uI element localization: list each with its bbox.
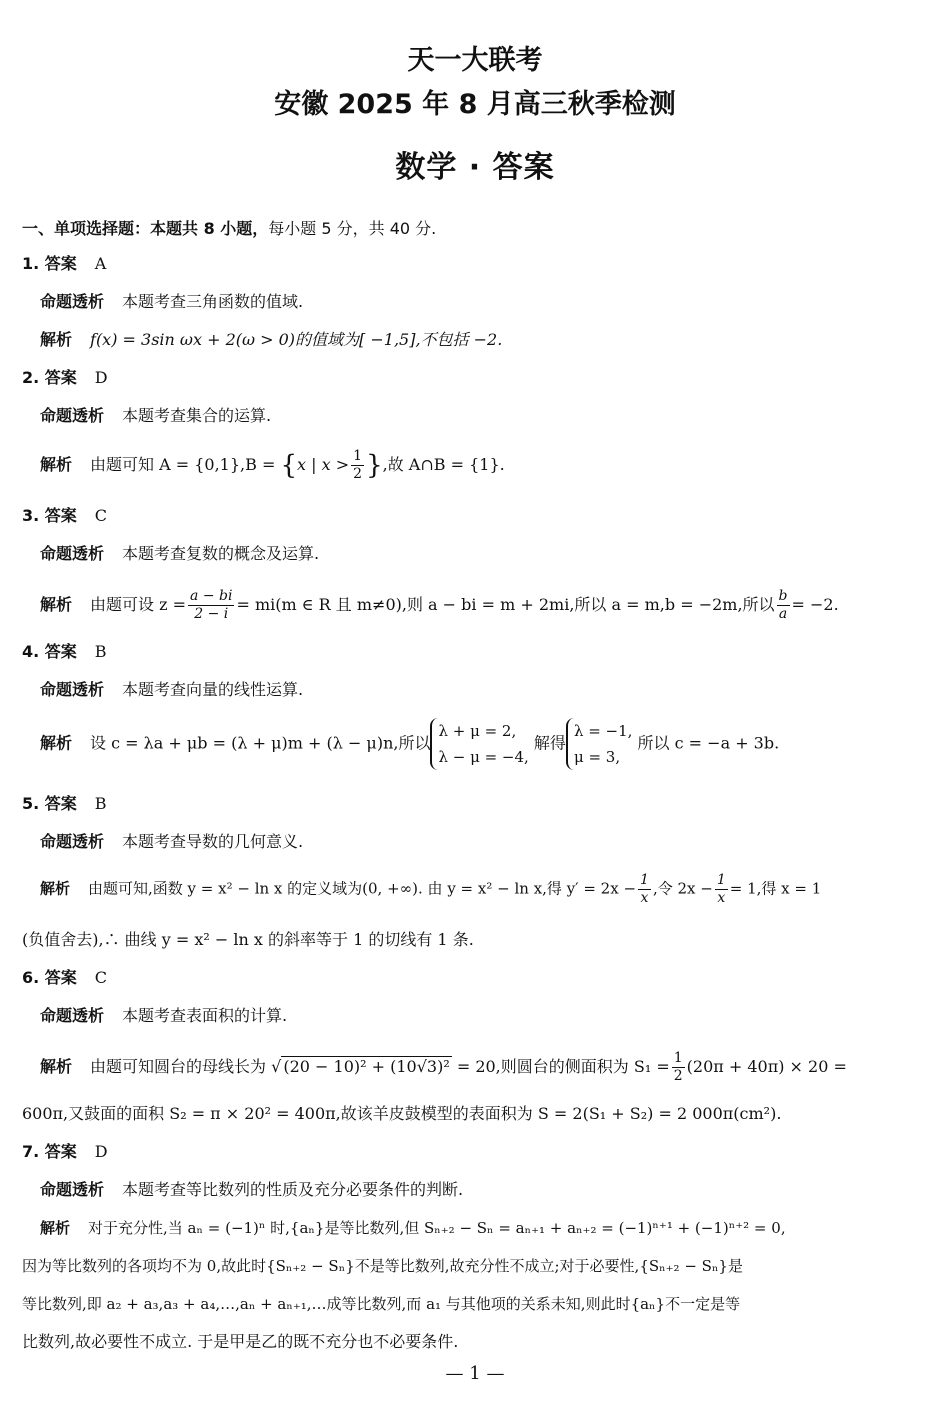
solution-line-5-cont: (负值舍去),∴ 曲线 y = x² − ln x 的斜率等于 1 的切线有 1 条.	[22, 930, 474, 949]
equation-system-1: λ + μ = 2, λ − μ = −4,	[430, 718, 528, 770]
solution-line-6-cont: 600π,又鼓面的面积 S₂ = π × 20² = 400π,故该羊皮鼓模型的表面积为 S = 2(S₁ + S₂) = 2 000π(cm²).	[22, 1104, 782, 1123]
fraction-z: $\frac{a - bi}{2 - i}$	[190, 588, 233, 622]
solution-line-4: 解析 设 c = λa + μb = (λ + μ)m + (λ − μ)n,所以 λ + μ = 2, λ − μ = −4, 解得 λ = −1, μ = 3, 所以 c = −a + 3b.	[40, 718, 779, 770]
insight-line-5: 命题透析 本题考查导数的几何意义.	[40, 832, 304, 851]
insight-line-7: 命题透析 本题考查等比数列的性质及充分必要条件的判断.	[40, 1180, 464, 1199]
answer-line-3: 3. 答案 C	[22, 506, 108, 525]
answer-line-7: 7. 答案 D	[22, 1142, 108, 1161]
solution-line-7-cont-1: 因为等比数列的各项均不为 0,故此时{Sₙ₊₂ − Sₙ}不是等比数列,故充分性不成立;对于必要性,{Sₙ₊₂ − Sₙ}是	[22, 1257, 743, 1275]
answer-line-2: 2. 答案 D	[22, 368, 108, 387]
fraction-one-over-x-2: $\frac{1}{x}$	[716, 872, 726, 906]
insight-line-6: 命题透析 本题考查表面积的计算.	[40, 1006, 288, 1025]
insight-line-1: 命题透析 本题考查三角函数的值域.	[40, 292, 304, 311]
fraction-half: $\frac{1}{2}$	[353, 448, 363, 482]
solution-line-6: 解析 由题可知圆台的母线长为 √ (20 − 10)² + (10√3)² = 20,则圆台的侧面积为 S₁ = $\frac{1}{2}$ (20π + 40π) × 20 =	[40, 1050, 847, 1084]
page-number: — 1 —	[445, 1363, 505, 1384]
solution-line-7-cont-2: 等比数列,即 a₂ + a₃,a₃ + a₄,…,aₙ + aₙ₊₁,…成等比数列,而 a₁ 与其他项的关系未知,则此时{aₙ}不一定是等	[22, 1295, 741, 1313]
solution-line-7-cont-3: 比数列,故必要性不成立. 于是甲是乙的既不充分也不必要条件.	[22, 1332, 459, 1351]
subject-title: 数学 · 答案	[395, 150, 555, 185]
answer-line-1: 1. 答案 A	[22, 254, 107, 273]
insight-line-4: 命题透析 本题考查向量的线性运算.	[40, 680, 304, 699]
equation-system-2: λ = −1, μ = 3,	[566, 718, 633, 770]
answer-line-5: 5. 答案 B	[22, 794, 107, 813]
solution-line-5: 解析 由题可知,函数 y = x² − ln x 的定义域为(0, +∞). 由 y = x² − ln x,得 y′ = 2x − $\frac{1}{x}$ ,令 2x − $\frac{1}{x}$ = 1,得 x = 1	[40, 872, 822, 906]
exam-name-title: 安徽 2025 年 8 月高三秋季检测	[274, 89, 676, 120]
exam-org-title: 天一大联考	[407, 45, 543, 76]
solution-line-1: 解析 f(x) = 3sin ωx + 2(ω > 0)的值域为[ −1,5],不包括 −2.	[40, 330, 503, 349]
solution-line-2: 解析 由题可知 A = {0,1},B = {x | x > $\frac{1}{2}$ },故 A∩B = {1}.	[40, 448, 505, 482]
insight-line-2: 命题透析 本题考查集合的运算.	[40, 406, 272, 425]
answer-line-4: 4. 答案 B	[22, 642, 107, 661]
section-heading: 一、单项选择题：本题共 8 小题，每小题 5 分，共 40 分.	[22, 219, 437, 238]
solution-line-7: 解析 对于充分性,当 aₙ = (−1)ⁿ 时,{aₙ}是等比数列,但 Sₙ₊₂ − Sₙ = aₙ₊₁ + aₙ₊₂ = (−1)ⁿ⁺¹ + (−1)ⁿ⁺² = 0,	[40, 1219, 786, 1237]
insight-line-3: 命题透析 本题考查复数的概念及运算.	[40, 544, 320, 563]
answer-line-6: 6. 答案 C	[22, 968, 108, 987]
fraction-b-over-a: $\frac{b}{a}$	[778, 588, 788, 622]
fraction-half-2: $\frac{1}{2}$	[673, 1050, 683, 1084]
fraction-one-over-x: $\frac{1}{x}$	[640, 872, 649, 906]
solution-line-3: 解析 由题可设 z = $\frac{a - bi}{2 - i}$ = mi(m ∈ R 且 m≠0),则 a − bi = m + 2mi,所以 a = m,b = −2m,所以 $\frac{b}{a}$ = −2.	[40, 588, 839, 622]
